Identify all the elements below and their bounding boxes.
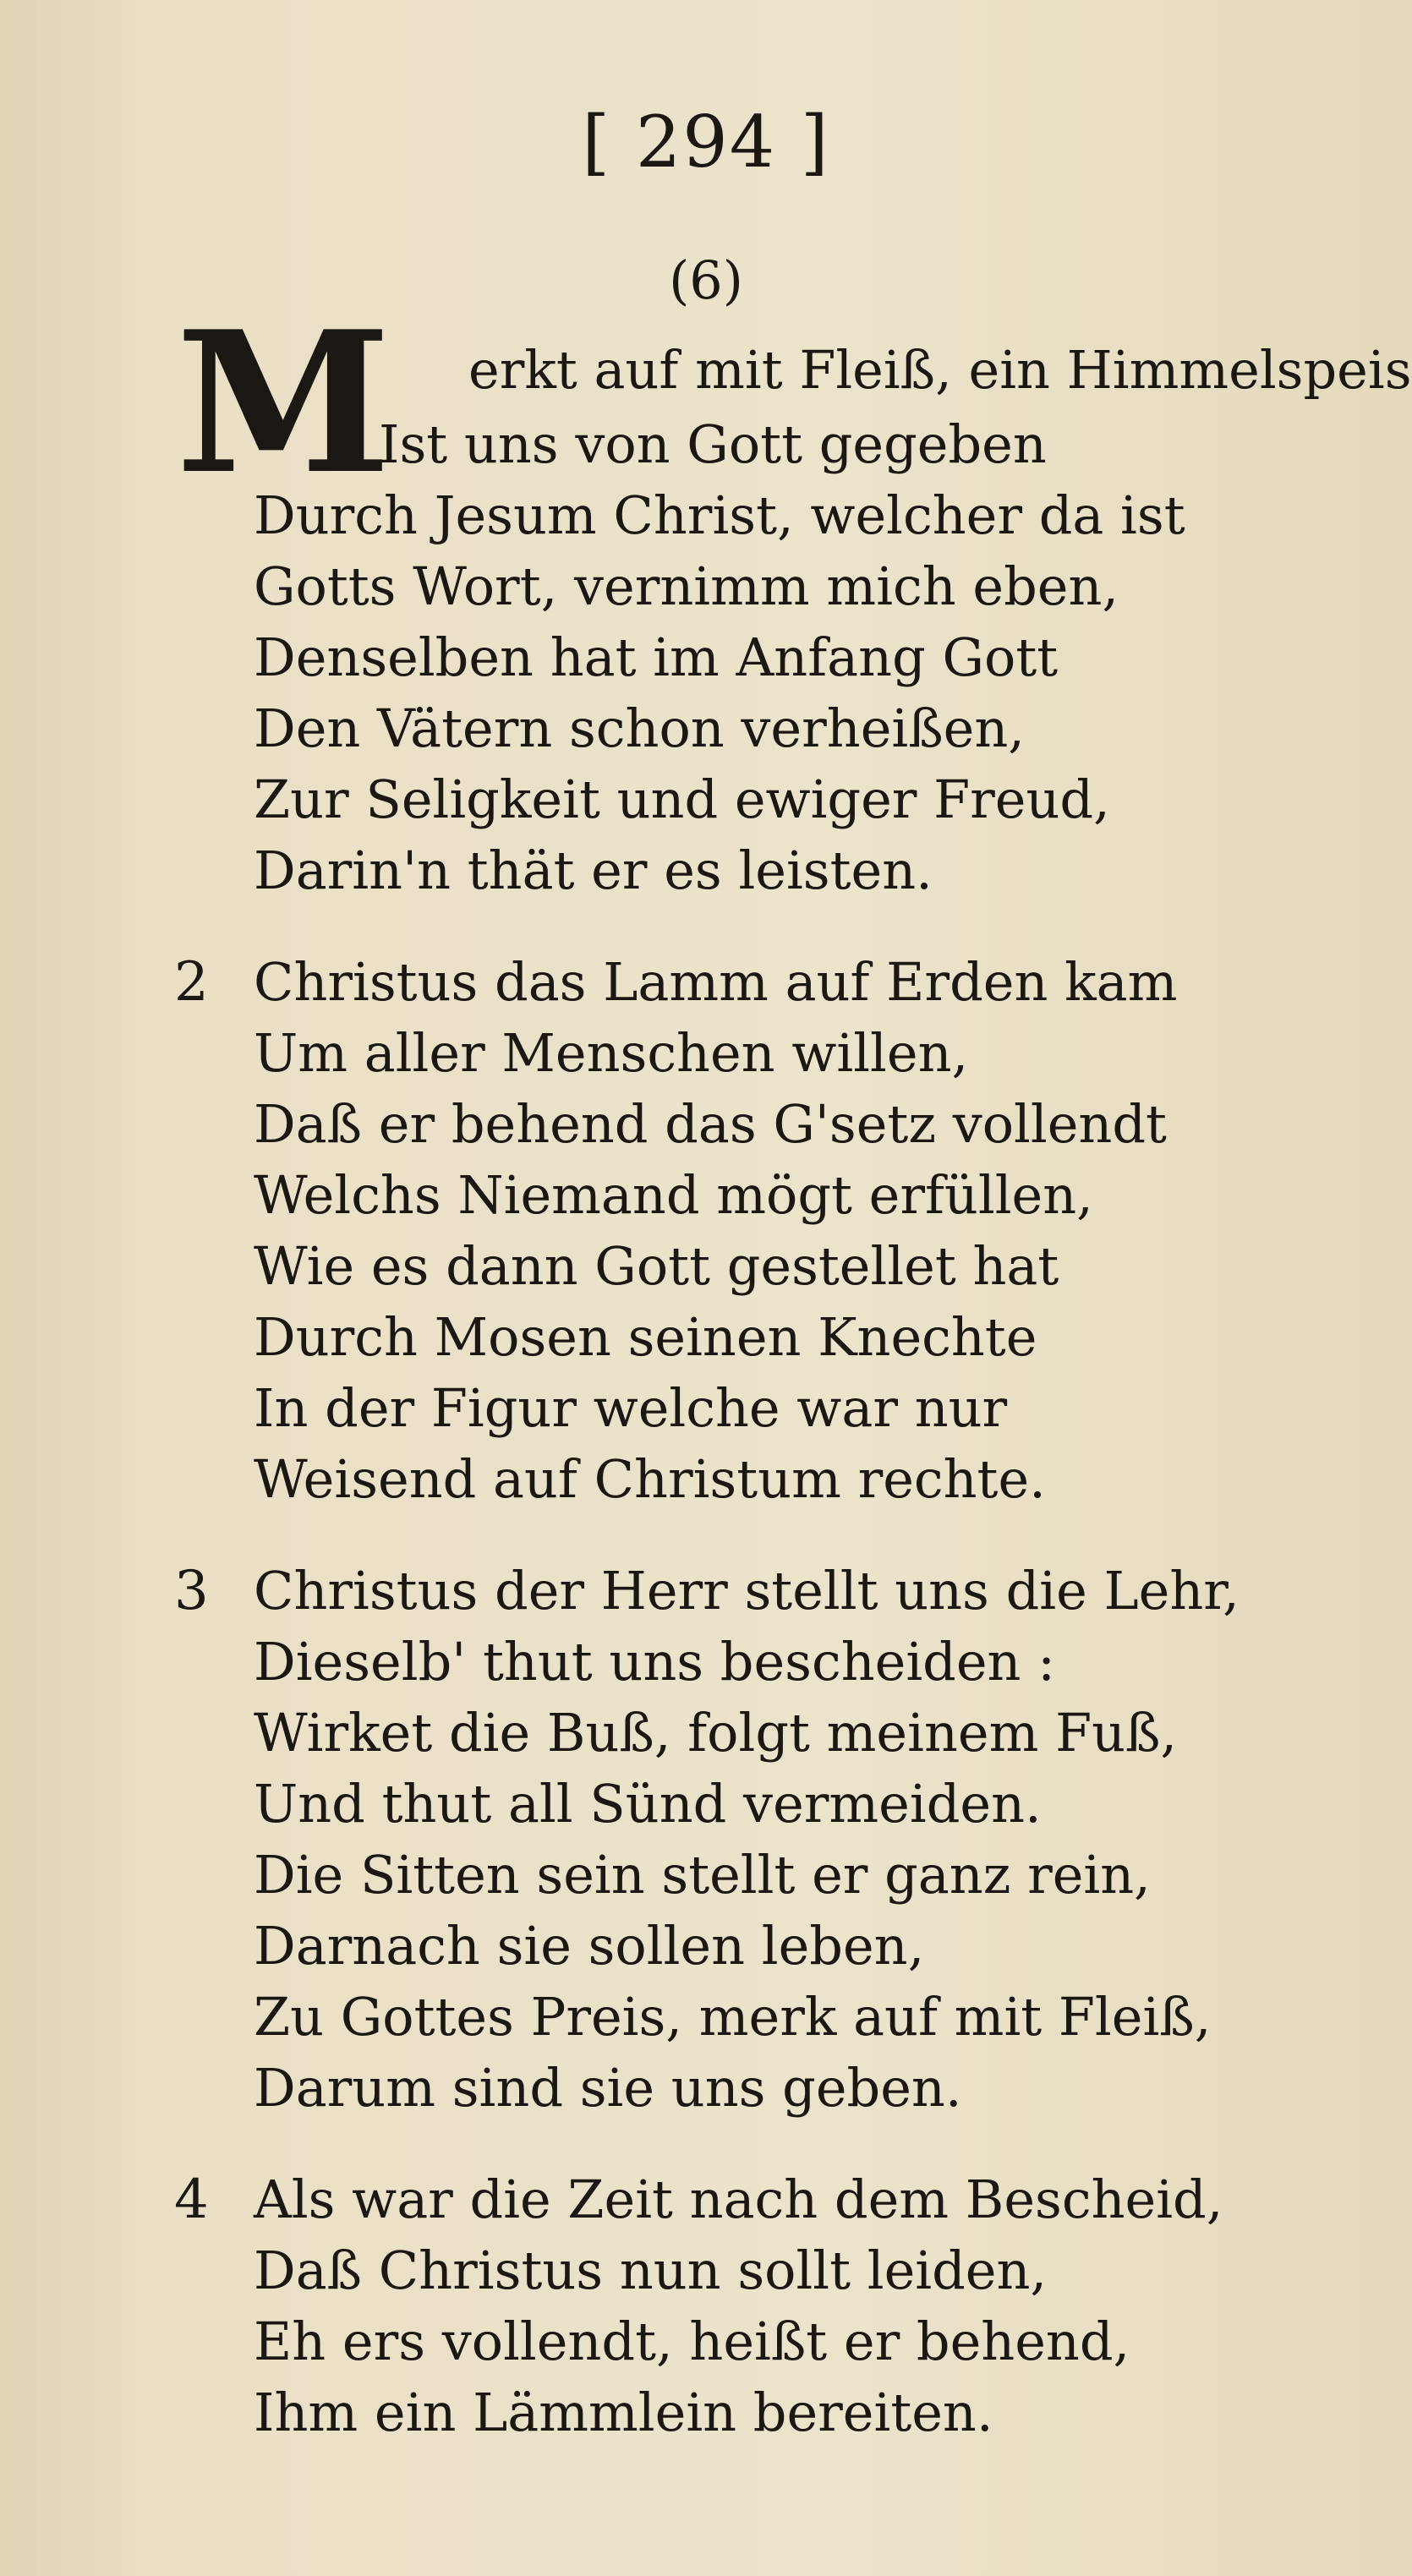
stanza-1-line-6: Den Vätern schon verheißen, [254, 697, 1025, 759]
stanza-2-line-7: In der Figur welche war nur [254, 1377, 1008, 1439]
stanza-number: 3 [174, 1560, 209, 1622]
stanza-number: 4 [174, 2169, 209, 2231]
stanza-number: 2 [174, 951, 209, 1014]
stanza-3-line-3: Wirket die Buß, folgt meinem Fuß, [254, 1702, 1178, 1764]
stanza-1-line-5: Denselben hat im Anfang Gott [254, 626, 1059, 688]
stanza-1-line-2: Ist uns von Gott gegeben [379, 413, 1047, 475]
stanza-3-line-1: Christus der Herr stellt uns die Lehr, [254, 1560, 1240, 1622]
stanza-3-line-6: Darnach sie sollen leben, [254, 1915, 925, 1977]
stanza-1-line-7: Zur Seligkeit und ewiger Freud, [254, 768, 1110, 830]
stanza-4-line-4: Ihm ein Lämmlein bereiten. [254, 2382, 993, 2443]
stanza-1-line-3: Durch Jesum Christ, welcher da ist [254, 484, 1185, 546]
stanza-2-line-8: Weisend auf Christum rechte. [254, 1448, 1046, 1510]
page-number: [ 294 ] [582, 101, 830, 183]
stanza-3-line-4: Und thut all Sünd vermeiden. [254, 1773, 1042, 1835]
stanza-4-line-2: Daß Christus nun sollt leiden, [254, 2240, 1048, 2301]
hymn-number: (6) [669, 249, 743, 311]
stanza-1-line-4: Gotts Wort, vernimm mich eben, [254, 555, 1119, 617]
stanza-3-line-2: Dieselb' thut uns bescheiden : [254, 1631, 1056, 1693]
drop-cap-initial: M [176, 289, 391, 517]
stanza-2-line-2: Um aller Menschen willen, [254, 1022, 969, 1084]
stanza-3-line-5: Die Sitten sein stellt er ganz rein, [254, 1844, 1151, 1906]
stanza-2-line-1: Christus das Lamm auf Erden kam [254, 951, 1178, 1013]
stanza-2-line-4: Welchs Niemand mögt erfüllen, [254, 1164, 1093, 1226]
stanza-1-line-1: erkt auf mit Fleiß, ein Himmelspeis [468, 339, 1412, 401]
stanza-4-line-1: Als war die Zeit nach dem Bescheid, [254, 2169, 1223, 2230]
stanza-2-line-3: Daß er behend das G'setz vollendt [254, 1093, 1167, 1155]
stanza-2-line-5: Wie es dann Gott gestellet hat [254, 1235, 1059, 1297]
stanza-1-line-8: Darin'n thät er es leisten. [254, 840, 933, 901]
stanza-3-line-8: Darum sind sie uns geben. [254, 2057, 962, 2119]
stanza-3-line-7: Zu Gottes Preis, merk auf mit Fleiß, [254, 1986, 1212, 2048]
stanza-4-line-3: Eh ers vollendt, heißt er behend, [254, 2311, 1130, 2372]
stanza-2-line-6: Durch Mosen seinen Knechte [254, 1306, 1037, 1368]
